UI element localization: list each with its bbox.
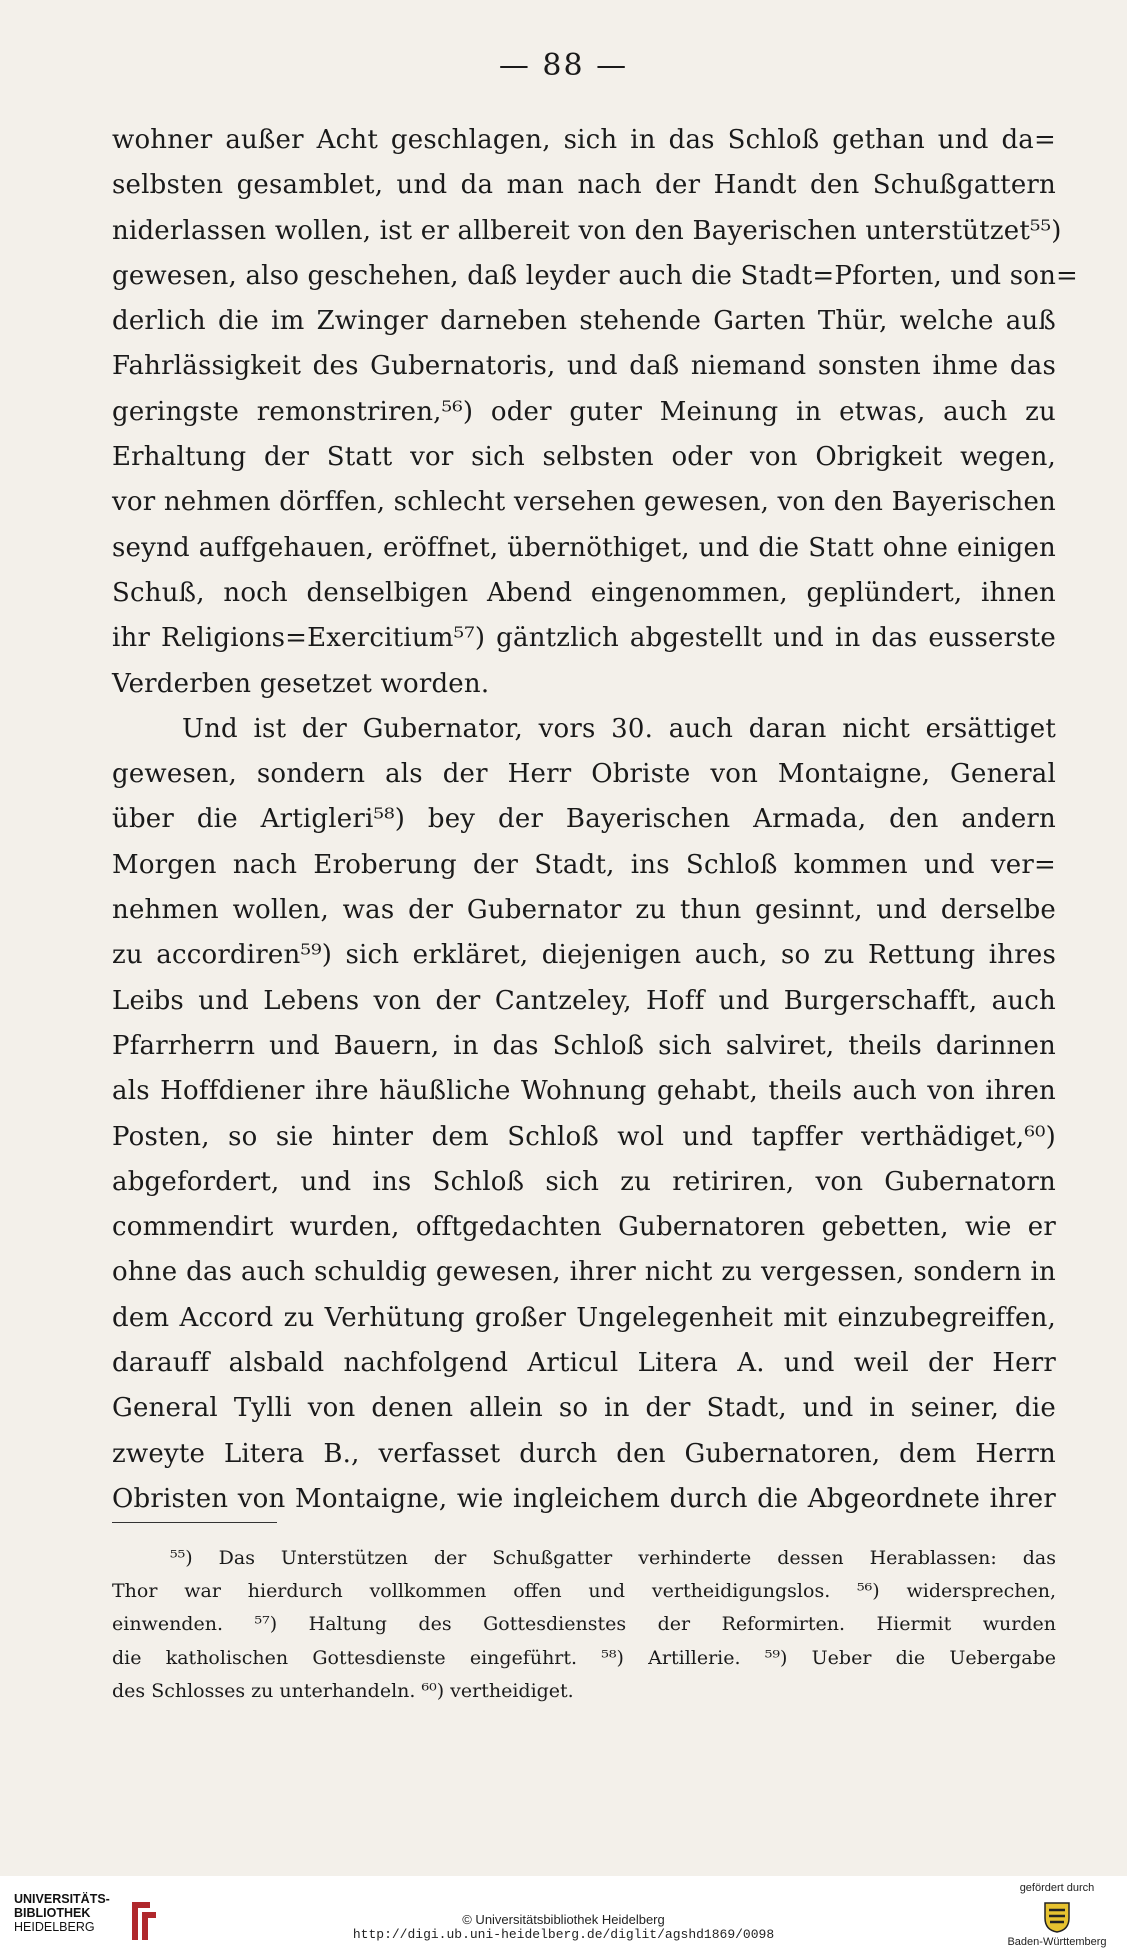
text-line: ohne das auch schuldig gewesen, ihrer nicht zu vergessen, sondern in — [112, 1257, 1056, 1288]
state-crest-icon — [1042, 1900, 1072, 1934]
sponsor-name: Baden-Württemberg — [1007, 1936, 1107, 1948]
text-line: Fahrlässigkeit des Gubernatoris, und daß niemand sonsten ihme das — [112, 351, 1056, 382]
text-line: gewesen, also geschehen, daß leyder auch die Stadt=Pforten, und son= — [112, 260, 1079, 291]
text-line: Verderben gesetzet worden. — [112, 668, 490, 699]
text-line: darauff alsbald nachfolgend Articul Litera A. und weil der Herr — [112, 1348, 1056, 1379]
text-line: abgefordert, und ins Schloß sich zu retiriren, von Gubernatorn — [112, 1166, 1056, 1197]
sponsor-block[interactable] — [997, 1882, 1117, 1948]
text-line: ihr Religions=Exercitium⁵⁷) gäntzlich abgestellt und in das eusserste — [112, 623, 1056, 654]
text-line: Posten, so sie hinter dem Schloß wol und tapffer verthädiget,⁶⁰) — [112, 1121, 1056, 1152]
page-number: — 88 — — [498, 48, 629, 83]
library-name-line: BIBLIOTHEK — [14, 1906, 91, 1920]
footnote-line: die katholischen Gottesdienste eingeführt. ⁵⁸) Artillerie. ⁵⁹) Ueber die Uebergabe — [112, 1646, 1056, 1669]
text-line: Erhaltung der Statt vor sich selbsten oder von Obrigkeit wegen, — [112, 442, 1056, 473]
text-line: über die Artigleri⁵⁸) bey der Bayerischen Armada, den andern — [112, 804, 1056, 835]
body-text — [112, 118, 1079, 1522]
text-line: selbsten gesamblet, und da man nach der Handt den Schußgattern — [112, 170, 1056, 201]
text-line: Obristen von Montaigne, wie ingleichem durch die Abgeordnete ihrer — [112, 1483, 1056, 1514]
text-line: nehmen wollen, was der Gubernator zu thun gesinnt, und derselbe — [112, 895, 1056, 926]
footer-bar — [0, 1876, 1127, 1954]
text-line: gewesen, sondern als der Herr Obriste von Montaigne, General — [112, 759, 1056, 790]
text-line: als Hoffdiener ihre häußliche Wohnung gehabt, theils auch von ihren — [112, 1076, 1056, 1107]
text-line: Schuß, noch denselbigen Abend eingenommen, geplündert, ihnen — [112, 577, 1056, 608]
text-line: Morgen nach Eroberung der Stadt, ins Schloß kommen und ver= — [112, 849, 1056, 880]
footnote-line: einwenden. ⁵⁷) Haltung des Gottesdienstes der Reformirten. Hiermit wurden — [112, 1613, 1056, 1636]
permalink-url[interactable]: http://digi.ub.uni-heidelberg.de/diglit/agshd1869/0098 — [352, 1927, 775, 1942]
copyright-text: © Universitätsbibliothek Heidelberg — [462, 1912, 665, 1927]
footnote-line: des Schlosses zu unterhandeln. ⁶⁰) vertheidiget. — [112, 1679, 574, 1702]
text-line: wohner außer Acht geschlagen, sich in das Schloß gethan und da= — [112, 125, 1056, 155]
text-line: vor nehmen dörffen, schlecht versehen gewesen, von den Bayerischen — [112, 487, 1056, 518]
text-line: General Tylli von denen allein so in der Stadt, und in seiner, die — [112, 1393, 1056, 1424]
text-line: Und ist der Gubernator, vors 30. auch daran nicht ersättiget — [182, 713, 1056, 744]
text-line: Leibs und Lebens von der Cantzeley, Hoff und Burgerschafft, auch — [112, 985, 1056, 1016]
text-line: commendirt wurden, offtgedachten Gubernatoren gebetten, wie er — [112, 1212, 1056, 1243]
footnote-line: ⁵⁵) Das Unterstützen der Schußgatter verhinderte dessen Herablassen: das — [170, 1547, 1056, 1569]
text-line: seynd auffgehauen, eröffnet, übernöthiget, und die Statt ohne einigen — [112, 532, 1056, 563]
text-line: niderlassen wollen, ist er allbereit von den Bayerischen unterstützet⁵⁵) — [112, 215, 1062, 246]
text-line: Pfarrherrn und Bauern, in das Schloß sich salviret, theils darinnen — [112, 1030, 1056, 1061]
text-line: zu accordiren⁵⁹) sich erkläret, diejenigen auch, so zu Rettung ihres — [112, 940, 1056, 971]
footnote-line: Thor war hierdurch vollkommen offen und vertheidigungslos. ⁵⁶) widersprechen, — [112, 1580, 1056, 1603]
text-line: derlich die im Zwinger darneben stehende Garten Thür, welche auß — [112, 306, 1056, 337]
sponsor-label: gefördert durch — [1019, 1882, 1095, 1894]
footnote-divider — [112, 1522, 277, 1523]
text-line: zweyte Litera B., verfasset durch den Gubernatoren, dem Herrn — [112, 1438, 1056, 1469]
footnotes — [112, 1542, 1056, 1708]
text-line: dem Accord zu Verhütung großer Ungelegenheit mit einzubegreiffen, — [112, 1302, 1056, 1333]
footer-credit — [0, 1912, 1127, 1942]
text-line: geringste remonstriren,⁵⁶) oder guter Meinung in etwas, auch zu — [112, 396, 1056, 427]
library-name-line: HEIDELBERG — [14, 1920, 95, 1934]
library-name-line: UNIVERSITÄTS- — [14, 1892, 110, 1906]
